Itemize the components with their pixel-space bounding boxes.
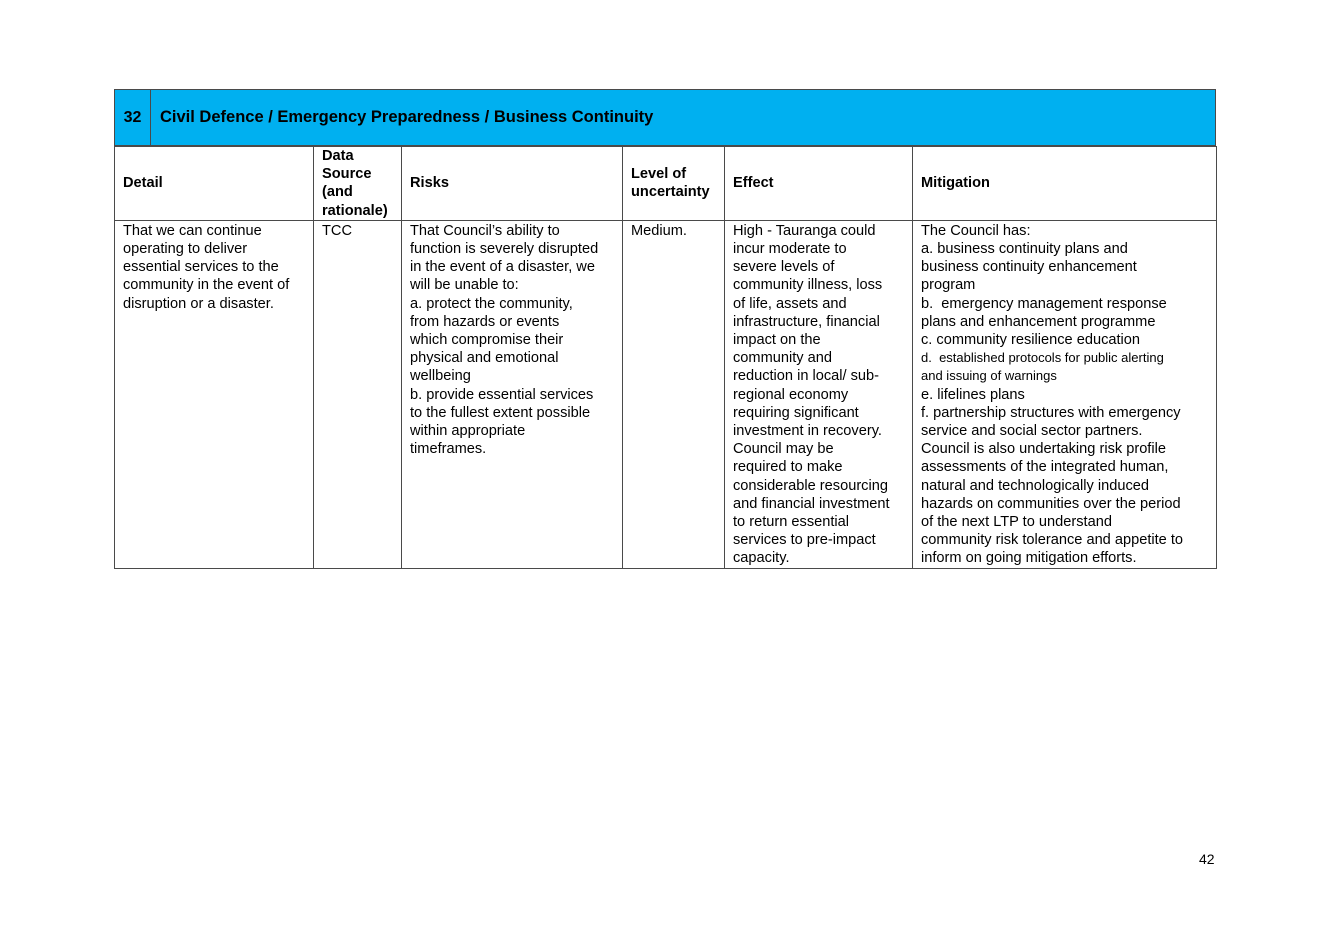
text-line: program: [921, 277, 976, 294]
text-line: capacity.: [733, 550, 790, 567]
text-line: community risk tolerance and appetite to: [921, 532, 1184, 549]
text-line: investment in recovery.: [733, 423, 882, 440]
risk-sheet: [114, 89, 1216, 569]
text-line: plans and enhancement programme: [921, 313, 1156, 330]
text-line: c. community resilience education: [921, 332, 1141, 349]
text-line: regional economy: [733, 386, 849, 403]
text-line: severe levels of: [733, 259, 835, 276]
cell-uncertainty: Medium.: [623, 220, 725, 568]
mitigation-part-a: [921, 222, 1208, 349]
cell-mitigation: [913, 220, 1217, 568]
section-title: Civil Defence / Emergency Preparedness / Business Continuity: [160, 108, 654, 126]
text-line: function is severely disrupted: [410, 241, 599, 258]
page-number: 42: [1199, 851, 1215, 867]
text-line: required to make: [733, 459, 843, 476]
header-uncertainty: [623, 147, 725, 221]
text-line: community in the event of: [123, 277, 290, 294]
text-line: assessments of the integrated human,: [921, 459, 1169, 476]
header-data-source-line: (and: [322, 184, 353, 201]
table-row: [115, 220, 1217, 568]
text-line: b. provide essential services: [410, 386, 594, 403]
text-line: a. protect the community,: [410, 295, 573, 312]
text-line: infrastructure, financial: [733, 313, 880, 330]
text-line: b. emergency management response: [921, 295, 1167, 312]
text-line: and issuing of warnings: [921, 368, 1057, 384]
header-row: [115, 147, 1217, 221]
text-line: in the event of a disaster, we: [410, 259, 595, 276]
text-line: reduction in local/ sub-: [733, 368, 880, 385]
text-line: of the next LTP to understand: [921, 514, 1112, 531]
header-uncertainty-line: uncertainty: [631, 184, 710, 201]
cell-detail: [115, 220, 314, 568]
header-detail: Detail: [115, 147, 314, 221]
text-line: service and social sector partners.: [921, 423, 1143, 440]
header-risks: Risks: [402, 147, 623, 221]
text-line: of life, assets and: [733, 295, 847, 312]
text-line: from hazards or events: [410, 313, 560, 330]
text-line: essential services to the: [123, 259, 279, 276]
header-uncertainty-line: Level of: [631, 166, 687, 183]
cell-data-source: TCC: [314, 220, 402, 568]
header-data-source-line: Source: [322, 166, 372, 183]
header-data-source-line: rationale): [322, 202, 388, 219]
text-line: impact on the: [733, 332, 821, 349]
header-mitigation: Mitigation: [913, 147, 1217, 221]
risk-table: [114, 146, 1217, 569]
text-line: That Council’s ability to: [410, 222, 560, 239]
text-line: to the fullest extent possible: [410, 404, 591, 421]
text-line: The Council has:: [921, 222, 1031, 239]
text-line: Council may be: [733, 441, 834, 458]
text-line: d. established protocols for public alerting: [921, 350, 1164, 366]
text-line: e. lifelines plans: [921, 386, 1025, 403]
text-line: and financial investment: [733, 495, 890, 512]
text-line: community illness, loss: [733, 277, 883, 294]
text-line: considerable resourcing: [733, 477, 888, 494]
text-line: a. business continuity plans and: [921, 241, 1128, 258]
header-effect: Effect: [725, 147, 913, 221]
text-line: f. partnership structures with emergency: [921, 404, 1181, 421]
mitigation-part-small: [921, 349, 1208, 385]
text-line: timeframes.: [410, 441, 487, 458]
text-line: which compromise their: [410, 332, 564, 349]
text-line: services to pre-impact: [733, 532, 876, 549]
text-line: within appropriate: [410, 423, 526, 440]
text-line: Council is also undertaking risk profile: [921, 441, 1166, 458]
text-line: will be unable to:: [410, 277, 519, 294]
text-line: disruption or a disaster.: [123, 295, 274, 312]
text-line: High - Tauranga could: [733, 222, 876, 239]
text-line: natural and technologically induced: [921, 477, 1149, 494]
text-line: physical and emotional: [410, 350, 559, 367]
text-line: business continuity enhancement: [921, 259, 1137, 276]
section-banner: [114, 89, 1216, 146]
cell-effect: [725, 220, 913, 568]
text-line: wellbeing: [410, 368, 471, 385]
cell-risks: [402, 220, 623, 568]
text-line: That we can continue: [123, 222, 262, 239]
header-data-source: [314, 147, 402, 221]
text-line: community and: [733, 350, 832, 367]
text-line: inform on going mitigation efforts.: [921, 550, 1137, 567]
text-line: hazards on communities over the period: [921, 495, 1181, 512]
section-number: 32: [115, 90, 151, 145]
text-line: to return essential: [733, 514, 850, 531]
text-line: incur moderate to: [733, 241, 847, 258]
text-line: operating to deliver: [123, 241, 248, 258]
header-data-source-line: Data: [322, 148, 354, 164]
mitigation-part-b: [921, 386, 1208, 568]
text-line: requiring significant: [733, 404, 859, 421]
